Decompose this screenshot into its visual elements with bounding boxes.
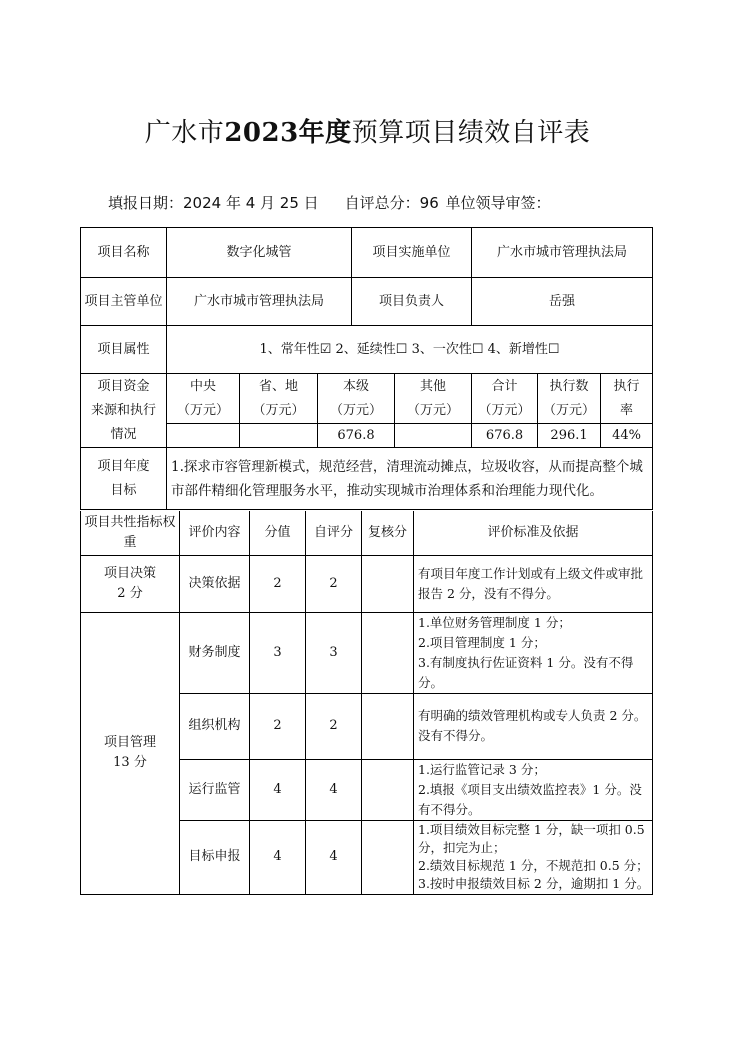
review-score-cell xyxy=(362,820,414,894)
project-name: 数字化城管 xyxy=(167,228,352,278)
row-funding-values xyxy=(81,424,653,448)
funding-header: 省、地 （万元） xyxy=(240,374,318,424)
header-self: 自评分 xyxy=(306,511,362,555)
funding-value: 296.1 xyxy=(538,424,601,448)
row-attr xyxy=(81,326,653,374)
funding-label-line: 情况 xyxy=(110,426,137,442)
evaluation-table xyxy=(80,511,653,895)
group-management: 项目管理 13 分 xyxy=(81,612,180,894)
criteria-cell: 有项目年度工作计划或有上级文件或审批报告 2 分，没有不得分。 xyxy=(414,555,653,612)
header-content: 评价内容 xyxy=(180,511,250,555)
funding-value: 44% xyxy=(601,424,653,448)
content-cell: 财务制度 xyxy=(180,612,250,693)
funding-label-line: 来源和执行 xyxy=(90,402,156,418)
row-goal xyxy=(81,448,653,510)
row-project-name xyxy=(81,228,653,278)
page-title xyxy=(0,112,735,149)
attr-options: 1、常年性☑ 2、延续性☐ 3、一次性☐ 4、新增性☐ xyxy=(167,326,653,374)
goal-text: 1.探求市容管理新模式，规范经营，清理流动摊点，垃圾收容，从而提高整个城市部件精细化管理服务水平，推动实现城市治理体系和治理能力现代化。 xyxy=(167,448,653,510)
score-cell: 4 xyxy=(250,759,306,820)
review-score-cell xyxy=(362,612,414,693)
funding-header: 执行 率 xyxy=(601,374,653,424)
title-suffix: 预算项目绩效自评表 xyxy=(351,118,591,148)
score-cell: 2 xyxy=(250,693,306,759)
leader-review: 单位领导审签： xyxy=(445,194,551,212)
total-score: 自评总分：96 xyxy=(344,194,439,212)
funding-header: 其他 （万元） xyxy=(395,374,472,424)
row-funding-head xyxy=(81,374,653,424)
row-supervisor xyxy=(81,278,653,326)
review-score-cell xyxy=(362,759,414,820)
self-score-cell: 4 xyxy=(306,759,362,820)
meta-line xyxy=(108,192,553,213)
criteria-cell: 1.项目绩效目标完整 1 分，缺一项扣 0.5 分，扣完为止； 2.绩效目标规范 1 分，不规范扣 0.5 分； 3.按时申报绩效目标 2 分，逾期扣 1 分。 xyxy=(414,820,653,894)
criteria-cell: 1.单位财务管理制度 1 分； 2.项目管理制度 1 分； 3.有制度执行佐证资料 1 分。没有不得分。 xyxy=(414,612,653,693)
goal-label: 项目年度 目标 xyxy=(81,448,167,510)
project-name-label: 项目名称 xyxy=(81,228,167,278)
title-prefix: 广水市 xyxy=(144,118,225,148)
funding-label xyxy=(81,374,167,448)
funding-header: 合计 （万元） xyxy=(472,374,538,424)
header-review: 复核分 xyxy=(362,511,414,555)
funding-value xyxy=(240,424,318,448)
header-criteria: 评价标准及依据 xyxy=(414,511,653,555)
self-score-cell: 3 xyxy=(306,612,362,693)
funding-value xyxy=(395,424,472,448)
table-row xyxy=(81,555,653,612)
funding-value xyxy=(167,424,240,448)
funding-value: 676.8 xyxy=(472,424,538,448)
supervisor-label: 项目主管单位 xyxy=(81,278,167,326)
funding-header: 中央 （万元） xyxy=(167,374,240,424)
content-cell: 组织机构 xyxy=(180,693,250,759)
supervisor: 广水市城市管理执法局 xyxy=(167,278,352,326)
funding-label-line: 项目资金 xyxy=(97,378,150,394)
header-indicator: 项目共性指标权重 xyxy=(81,511,180,555)
self-score-cell: 2 xyxy=(306,555,362,612)
self-score-cell: 2 xyxy=(306,693,362,759)
funding-header: 本级 （万元） xyxy=(318,374,395,424)
content-cell: 运行监管 xyxy=(180,759,250,820)
attr-label: 项目属性 xyxy=(81,326,167,374)
fill-date: 填报日期：2024 年 4 月 25 日 xyxy=(108,194,319,212)
self-score-cell: 4 xyxy=(306,820,362,894)
review-score-cell xyxy=(362,555,414,612)
score-cell: 4 xyxy=(250,820,306,894)
funding-value: 676.8 xyxy=(318,424,395,448)
funding-header: 执行数 （万元） xyxy=(538,374,601,424)
content-cell: 目标申报 xyxy=(180,820,250,894)
impl-unit-label: 项目实施单位 xyxy=(352,228,472,278)
score-cell: 3 xyxy=(250,612,306,693)
criteria-cell: 有明确的绩效管理机构或专人负责 2 分。没有不得分。 xyxy=(414,693,653,759)
score-cell: 2 xyxy=(250,555,306,612)
review-score-cell xyxy=(362,693,414,759)
table-row xyxy=(81,612,653,693)
header-score: 分值 xyxy=(250,511,306,555)
title-year: 2023年度 xyxy=(224,118,352,148)
impl-unit: 广水市城市管理执法局 xyxy=(472,228,653,278)
eval-header-row xyxy=(81,511,653,555)
project-info-table xyxy=(80,227,653,510)
leader: 岳强 xyxy=(472,278,653,326)
content-cell: 决策依据 xyxy=(180,555,250,612)
group-decision: 项目决策 2 分 xyxy=(81,555,180,612)
criteria-cell: 1.运行监管记录 3 分； 2.填报《项目支出绩效监控表》1 分。没有不得分。 xyxy=(414,759,653,820)
leader-label: 项目负责人 xyxy=(352,278,472,326)
